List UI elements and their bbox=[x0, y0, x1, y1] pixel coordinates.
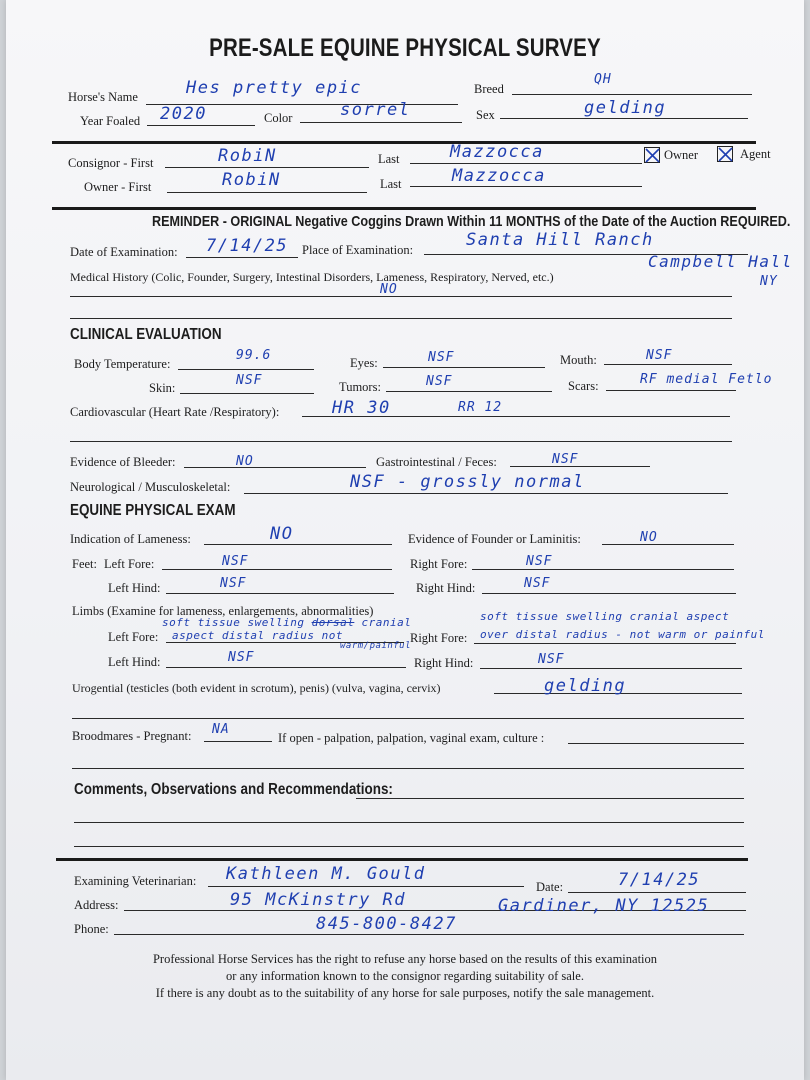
feet-left-fore-value[interactable]: NSF bbox=[222, 554, 249, 569]
feet-left-hind-line bbox=[166, 593, 394, 594]
lameness-line bbox=[204, 544, 392, 545]
feet-right-hind-line bbox=[482, 593, 736, 594]
exam-place-label: Place of Examination: bbox=[302, 243, 414, 257]
urogenital-line-2 bbox=[72, 718, 744, 719]
limbs-left-fore-value-1[interactable] bbox=[162, 616, 411, 629]
founder-line bbox=[602, 544, 734, 545]
heart-rate-value[interactable]: HR 30 bbox=[332, 398, 391, 418]
owner-checkbox-label: Owner bbox=[664, 148, 699, 162]
vet-date-label: Date: bbox=[536, 880, 564, 894]
exam-date-line bbox=[186, 257, 298, 258]
owner-first-label: Owner - First bbox=[84, 180, 152, 194]
agent-checkbox-label: Agent bbox=[740, 147, 771, 161]
mouth-value[interactable]: NSF bbox=[646, 348, 673, 363]
limbs-left-fore-label: Left Fore: bbox=[108, 630, 159, 644]
vet-phone-label: Phone: bbox=[74, 922, 109, 936]
tumors-line bbox=[386, 391, 552, 392]
scars-line bbox=[606, 390, 736, 391]
open-exam-label: If open - palpation, palpation, vaginal exam, culture : bbox=[278, 731, 545, 745]
color-line bbox=[300, 122, 462, 123]
consignor-last-value[interactable]: Mazzocca bbox=[450, 142, 544, 162]
urogenital-value[interactable]: gelding bbox=[544, 676, 627, 696]
consignor-first-label: Consignor - First bbox=[68, 156, 154, 170]
owner-first-value[interactable]: RobiN bbox=[222, 170, 281, 190]
owner-last-label: Last bbox=[380, 177, 402, 191]
breed-line bbox=[512, 94, 752, 95]
neuro-line bbox=[244, 493, 728, 494]
section-divider-2 bbox=[52, 207, 756, 210]
limbs-right-fore-label: Right Fore: bbox=[410, 631, 468, 645]
skin-label: Skin: bbox=[149, 381, 176, 395]
year-foaled-value[interactable]: 2020 bbox=[160, 104, 207, 124]
lameness-value[interactable]: NO bbox=[270, 524, 294, 544]
breed-value[interactable]: QH bbox=[594, 72, 612, 87]
founder-value[interactable]: NO bbox=[640, 530, 658, 545]
vet-address-label: Address: bbox=[74, 898, 119, 912]
limbs-right-fore-value-1[interactable]: soft tissue swelling cranial aspect bbox=[480, 610, 730, 623]
owner-first-line bbox=[167, 192, 367, 193]
vet-phone-value[interactable]: 845-800-8427 bbox=[316, 914, 457, 934]
disclaimer-line-2: or any information known to the consignor regarding suitability of sale. bbox=[226, 969, 584, 983]
consignor-last-line bbox=[410, 163, 642, 164]
feet-left-hind-value[interactable]: NSF bbox=[220, 576, 247, 591]
broodmare-line bbox=[204, 741, 272, 742]
vet-date-value[interactable]: 7/14/25 bbox=[618, 870, 701, 890]
exam-place-value-2[interactable]: Campbell Hall bbox=[648, 252, 793, 271]
comments-line-1 bbox=[356, 798, 744, 799]
form-title: PRE-SALE EQUINE PHYSICAL SURVEY bbox=[209, 34, 601, 62]
temperature-label: Body Temperature: bbox=[74, 357, 171, 371]
vet-name-line bbox=[208, 886, 524, 887]
year-foaled-label: Year Foaled bbox=[80, 114, 141, 128]
broodmare-line-2 bbox=[72, 768, 744, 769]
owner-last-line bbox=[410, 186, 642, 187]
limbs-left-fore-value-3[interactable]: warm/painful bbox=[340, 641, 412, 651]
tumors-label: Tumors: bbox=[339, 380, 381, 394]
comments-line-3 bbox=[74, 846, 744, 847]
vet-city-value[interactable]: Gardiner, NY 12525 bbox=[498, 896, 710, 916]
scars-label: Scars: bbox=[568, 379, 599, 393]
vet-name-label: Examining Veterinarian: bbox=[74, 874, 197, 888]
exam-date-value[interactable]: 7/14/25 bbox=[206, 236, 289, 256]
limbs-right-hind-value[interactable]: NSF bbox=[538, 652, 565, 667]
bleeder-value[interactable]: NO bbox=[236, 454, 254, 469]
eyes-value[interactable]: NSF bbox=[428, 350, 455, 365]
skin-value[interactable]: NSF bbox=[236, 373, 263, 388]
tumors-value[interactable]: NSF bbox=[426, 374, 453, 389]
year-foaled-line bbox=[147, 125, 255, 126]
feet-right-hind-value[interactable]: NSF bbox=[524, 576, 551, 591]
feet-left-fore-label: Left Fore: bbox=[104, 557, 155, 571]
comments-heading: Comments, Observations and Recommendations: bbox=[74, 781, 393, 798]
respiratory-rate-value[interactable]: RR 12 bbox=[458, 400, 503, 415]
sex-line bbox=[500, 118, 748, 119]
consignor-last-label: Last bbox=[378, 152, 400, 166]
section-divider-3 bbox=[56, 858, 748, 861]
urogenital-label: Urogential (testicles (both evident in scrotum), penis) (vulva, vagina, cervix) bbox=[72, 681, 441, 695]
breed-label: Breed bbox=[474, 82, 504, 96]
lameness-label: Indication of Lameness: bbox=[70, 532, 191, 546]
section-divider-1 bbox=[52, 141, 756, 144]
limbs-left-hind-value[interactable]: NSF bbox=[228, 650, 255, 665]
consignor-first-line bbox=[165, 167, 369, 168]
eyes-label: Eyes: bbox=[350, 356, 378, 370]
limbs-left-fore-value-2[interactable]: aspect distal radius not bbox=[172, 629, 343, 642]
limbs-left-hind-line bbox=[166, 667, 406, 668]
medical-history-value[interactable]: NO bbox=[380, 282, 398, 297]
limbs-right-hind-label: Right Hind: bbox=[414, 656, 474, 670]
limbs-left-fore-struck-word: dorsal bbox=[311, 616, 355, 629]
mouth-line bbox=[604, 364, 732, 365]
limbs-right-fore-line bbox=[474, 643, 736, 644]
founder-label: Evidence of Founder or Laminitis: bbox=[408, 532, 581, 546]
medical-history-line-2 bbox=[70, 318, 732, 319]
limbs-left-fore-text: soft tissue swelling bbox=[162, 616, 305, 629]
broodmare-value[interactable]: NA bbox=[212, 722, 230, 737]
check-mark-icon bbox=[645, 148, 661, 164]
limbs-left-fore-text-b: cranial bbox=[361, 616, 412, 629]
sex-label: Sex bbox=[476, 108, 495, 122]
horse-name-value[interactable]: Hes pretty epic bbox=[186, 78, 363, 98]
feet-right-fore-value[interactable]: NSF bbox=[526, 554, 553, 569]
bleeder-label: Evidence of Bleeder: bbox=[70, 455, 176, 469]
gastrointestinal-value[interactable]: NSF bbox=[552, 452, 579, 467]
disclaimer-line-1: Professional Horse Services has the right to refuse any horse based on the results of this examination bbox=[152, 952, 658, 966]
gastrointestinal-label: Gastrointestinal / Feces: bbox=[376, 455, 497, 469]
eyes-line bbox=[383, 367, 545, 368]
scars-value[interactable]: RF medial Fetlo bbox=[640, 372, 773, 387]
limbs-left-hind-label: Left Hind: bbox=[108, 655, 161, 669]
bleeder-line bbox=[184, 467, 366, 468]
feet-right-fore-line bbox=[472, 569, 734, 570]
feet-right-fore-label: Right Fore: bbox=[410, 557, 468, 571]
exam-date-label: Date of Examination: bbox=[70, 245, 178, 259]
broodmare-label: Broodmares - Pregnant: bbox=[72, 729, 192, 743]
neuro-label: Neurological / Musculoskeletal: bbox=[70, 480, 231, 494]
cardiovascular-label: Cardiovascular (Heart Rate /Respiratory): bbox=[70, 405, 280, 419]
vet-date-line bbox=[568, 892, 746, 893]
color-label: Color bbox=[264, 111, 293, 125]
vet-name-value[interactable]: Kathleen M. Gould bbox=[226, 864, 426, 884]
sex-value[interactable]: gelding bbox=[584, 98, 667, 118]
limbs-right-hind-line bbox=[480, 668, 742, 669]
feet-right-hind-label: Right Hind: bbox=[416, 581, 476, 595]
limbs-label: Limbs (Examine for lameness, enlargements, abnormalities) bbox=[72, 604, 374, 618]
clinical-evaluation-heading: CLINICAL EVALUATION bbox=[70, 326, 222, 343]
mouth-label: Mouth: bbox=[560, 353, 597, 367]
exam-place-value[interactable]: Santa Hill Ranch bbox=[466, 230, 654, 250]
owner-checkbox[interactable] bbox=[644, 147, 660, 163]
agent-checkbox[interactable] bbox=[717, 146, 733, 162]
exam-place-value-3[interactable]: NY bbox=[760, 274, 778, 289]
cardiovascular-line-2 bbox=[70, 441, 732, 442]
comments-line-2 bbox=[74, 822, 744, 823]
horse-name-label: Horse's Name bbox=[68, 90, 138, 104]
skin-line bbox=[180, 393, 314, 394]
vet-phone-line bbox=[114, 934, 744, 935]
feet-left-fore-line bbox=[162, 569, 392, 570]
vet-address-value[interactable]: 95 McKinstry Rd bbox=[230, 890, 407, 910]
limbs-right-fore-value-2[interactable]: over distal radius - not warm or painful bbox=[480, 628, 765, 641]
feet-left-hind-label: Left Hind: bbox=[108, 581, 161, 595]
gastrointestinal-line bbox=[510, 466, 650, 467]
coggins-reminder: REMINDER - ORIGINAL Negative Coggins Drawn Within 11 MONTHS of the Date of the Auction REQUIRED. bbox=[152, 213, 791, 230]
open-exam-line bbox=[568, 743, 744, 744]
medical-history-line-1 bbox=[70, 296, 732, 297]
disclaimer-line-3: If there is any doubt as to the suitability of any horse for sale purposes, notify the sale management. bbox=[155, 986, 655, 1000]
temperature-value[interactable]: 99.6 bbox=[236, 348, 272, 363]
color-value[interactable]: sorrel bbox=[340, 100, 411, 120]
check-mark-icon bbox=[718, 147, 734, 163]
physical-exam-heading: EQUINE PHYSICAL EXAM bbox=[70, 502, 236, 519]
feet-label: Feet: bbox=[72, 557, 97, 571]
owner-last-value[interactable]: Mazzocca bbox=[452, 166, 546, 186]
medical-history-label: Medical History (Colic, Founder, Surgery, Intestinal Disorders, Lameness, Respiratory, Nerved, etc.) bbox=[70, 270, 554, 284]
consignor-first-value[interactable]: RobiN bbox=[218, 146, 277, 166]
neuro-value[interactable]: NSF - grossly normal bbox=[350, 472, 585, 492]
temperature-line bbox=[178, 369, 314, 370]
